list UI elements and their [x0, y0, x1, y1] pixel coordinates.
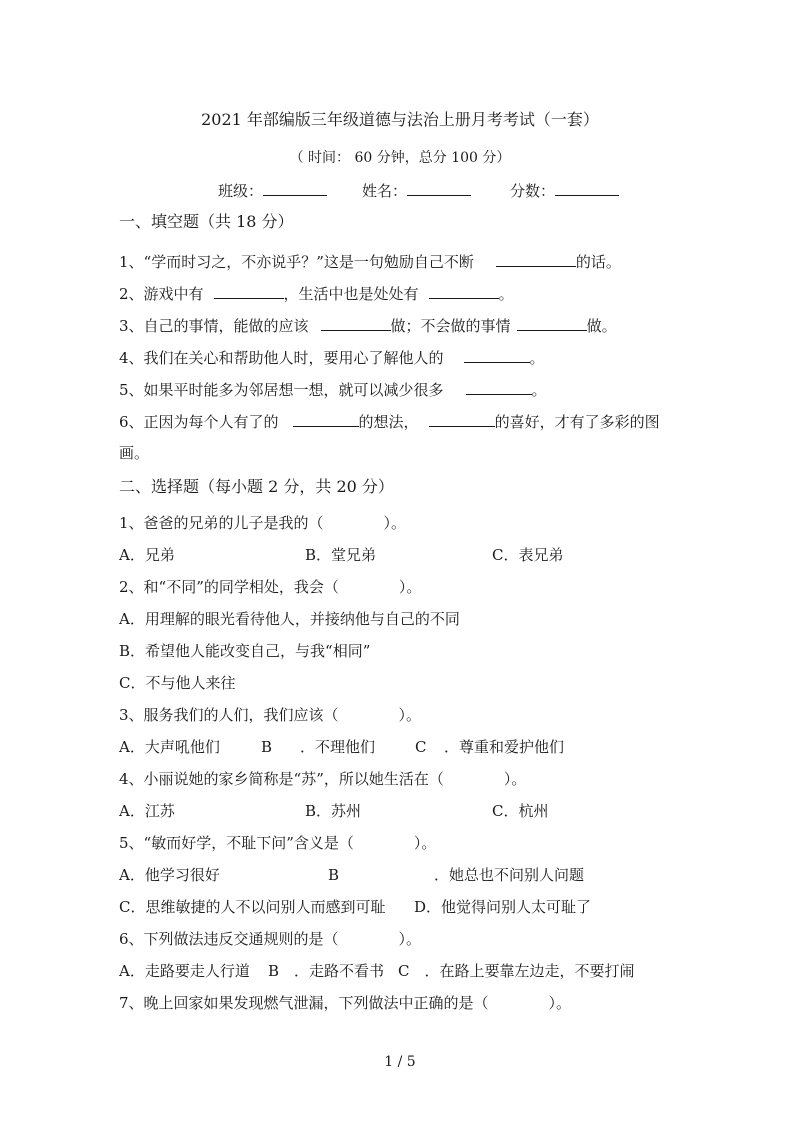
- answer-blank: [214, 283, 284, 299]
- option-b-letter: B: [328, 866, 340, 884]
- answer-blank: [429, 411, 495, 427]
- q-text: 2、游戏中有: [119, 285, 204, 303]
- option-b: B．苏州: [305, 802, 362, 820]
- exam-subtitle: （ 时间： 60 分钟，总分 100 分）: [289, 150, 511, 166]
- choice-question-2: 2、和“不同”的同学相处，我会（ ）。: [119, 578, 422, 596]
- option-b: B ．走路不看书: [268, 962, 385, 980]
- choice-question-6: 6、下列做法违反交通规则的是（ ）。: [119, 930, 422, 948]
- section-1-heading: 一、填空题（共 18 分）: [119, 212, 294, 231]
- q-text: 做；不会做的事情: [390, 317, 511, 335]
- option-c: C．杭州: [492, 802, 549, 820]
- option-d: D．他觉得问别人太可耻了: [414, 898, 592, 916]
- choice-question-5: 5、“敏而好学，不耻下问”含义是（ ）。: [119, 834, 437, 852]
- q-text: 3、自己的事情，能做的应该: [119, 317, 309, 335]
- fill-question-5: [119, 379, 547, 400]
- option-c-letter: C: [415, 738, 427, 756]
- option-b: B．希望他人能改变自己，与我“相同”: [119, 642, 371, 660]
- fill-question-2: [119, 283, 514, 304]
- option-a: A．他学习很好: [119, 866, 220, 884]
- answer-blank: [321, 315, 391, 331]
- q-text: 6、正因为每个人有了的: [119, 413, 279, 431]
- class-blank: [263, 180, 327, 196]
- choice-question-4: 4、小丽说她的家乡简称是“苏”，所以她生活在（ ）。: [119, 770, 527, 788]
- q-text: 做。: [586, 317, 617, 335]
- option-c: C ．在路上要靠左边走，不要打闹: [398, 962, 635, 980]
- choice-question-7: 7、晚上回家如果发现燃气泄漏，下列做法中正确的是（ ）。: [119, 994, 572, 1012]
- q-text: 。: [531, 381, 547, 399]
- option-c: C．表兄弟: [492, 546, 564, 564]
- option-b: ．不理他们: [300, 738, 376, 756]
- option-b-letter: B: [261, 738, 273, 756]
- name-label: 姓名：: [362, 182, 408, 200]
- option-c: ．尊重和爱护他们: [444, 738, 565, 756]
- answer-blank: [293, 411, 359, 427]
- q-text: 1、“学而时习之，不亦说乎？”这是一句勉励自己不断: [119, 253, 474, 271]
- fill-question-6-cont: 画。: [119, 444, 150, 462]
- q-text: 。: [529, 349, 545, 367]
- page-number: 1 / 5: [384, 1054, 416, 1070]
- option-c: C．不与他人来往: [119, 674, 236, 692]
- answer-blank: [466, 379, 532, 395]
- name-field: [362, 180, 471, 201]
- choice-question-3: 3、服务我们的人们，我们应该（ ）。: [119, 706, 422, 724]
- fill-question-6: [119, 411, 660, 432]
- option-a: A．大声吼他们: [119, 738, 220, 756]
- answer-blank: [496, 251, 576, 267]
- score-field: [510, 180, 619, 201]
- answer-blank: [464, 347, 530, 363]
- option-a: A．走路要走人行道: [119, 962, 250, 980]
- score-blank: [555, 180, 619, 196]
- q-text: 。: [498, 285, 514, 303]
- section-2-heading: 二、选择题（每小题 2 分，共 20 分）: [119, 477, 394, 496]
- q-text: 5、如果平时能多为邻居想一想，就可以减少很多: [119, 381, 444, 399]
- class-field: [218, 180, 327, 201]
- answer-blank: [517, 315, 587, 331]
- name-blank: [407, 180, 471, 196]
- q-text: 的想法，: [358, 413, 419, 431]
- q-text: ，生活中也是处处有: [283, 285, 419, 303]
- option-a: A．兄弟: [119, 546, 175, 564]
- option-b: B．堂兄弟: [305, 546, 377, 564]
- class-label: 班级：: [218, 182, 264, 200]
- fill-question-4: [119, 347, 545, 368]
- option-b: ．她总也不问别人问题: [434, 866, 585, 884]
- q-text: 4、我们在关心和帮助他人时，要用心了解他人的: [119, 349, 444, 367]
- option-c: C．思维敏捷的人不以问别人而感到可耻: [119, 898, 386, 916]
- q-text: 的喜好，才有了多彩的图: [494, 413, 660, 431]
- exam-title: 2021 年部编版三年级道德与法治上册月考考试（一套）: [201, 110, 599, 129]
- score-label: 分数：: [510, 182, 556, 200]
- choice-question-1: 1、爸爸的兄弟的儿子是我的（ ）。: [119, 514, 407, 532]
- option-a: A．江苏: [119, 802, 175, 820]
- fill-question-3: [119, 315, 617, 336]
- option-a: A．用理解的眼光看待他人，并接纳他与自己的不同: [119, 610, 460, 628]
- q-text: 的话。: [575, 253, 621, 271]
- answer-blank: [429, 283, 499, 299]
- fill-question-1: [119, 251, 621, 272]
